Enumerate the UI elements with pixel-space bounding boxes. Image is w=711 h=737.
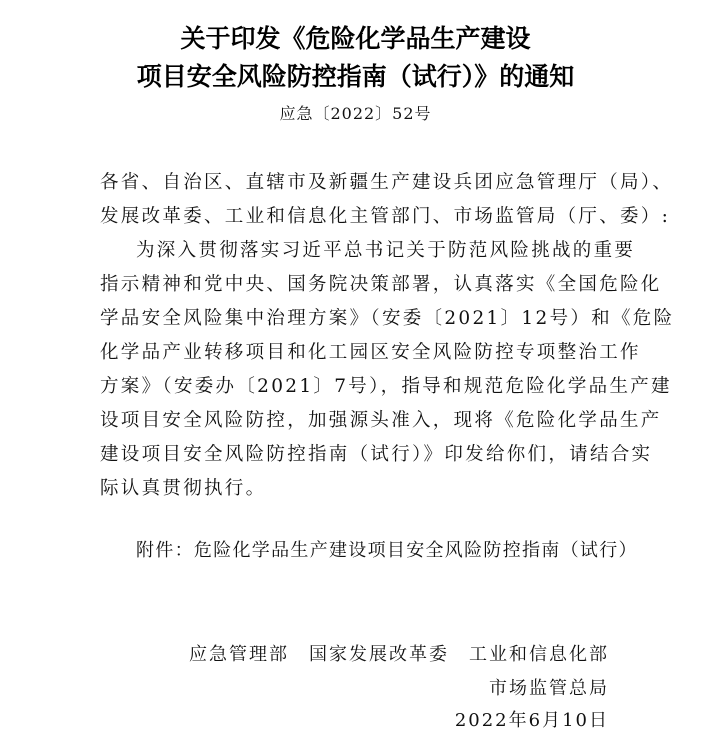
body-line: 化学品产业转移项目和化工园区安全风险防控专项整治工作: [100, 342, 641, 363]
body-line: 设项目安全风险防控，加强源头准入，现将《危险化学品生产: [100, 410, 662, 431]
body-line: 建设项目安全风险防控指南（试行）》印发给你们，请结合实: [100, 444, 653, 465]
signatories-line-2: 市场监管总局: [489, 678, 609, 699]
document-title-line-2: 项目安全风险防控指南（试行）》的通知: [136, 62, 575, 91]
addressee-line: 发展改革委、工业和信息化主管部门、市场监管局（厅、委）:: [100, 206, 671, 227]
body-line: 学品安全风险集中治理方案》（安委〔2021〕12号）和《危险: [100, 308, 675, 329]
body-line: 为深入贯彻落实习近平总书记关于防范风险挑战的重要: [136, 240, 636, 261]
addressee-line: 各省、自治区、直辖市及新疆生产建设兵团应急管理厅（局）、: [100, 172, 674, 193]
document-title-line-1: 关于印发《危险化学品生产建设: [180, 24, 531, 53]
body-line: 际认真贯彻执行。: [100, 478, 267, 499]
body-line: 指示精神和党中央、国务院决策部署，认真落实《全国危险化: [100, 274, 662, 295]
document-number: 应急〔2022〕52号: [279, 104, 432, 123]
body-line: 方案》（安委办〔2021〕7号），指导和规范危险化学品生产建: [100, 376, 672, 397]
signatories-line-1: 应急管理部 国家发展改革委 工业和信息化部: [189, 644, 609, 665]
attachment-note: 附件：危险化学品生产建设项目安全风险防控指南（试行）: [136, 540, 638, 561]
issue-date: 2022年6月10日: [454, 710, 609, 731]
